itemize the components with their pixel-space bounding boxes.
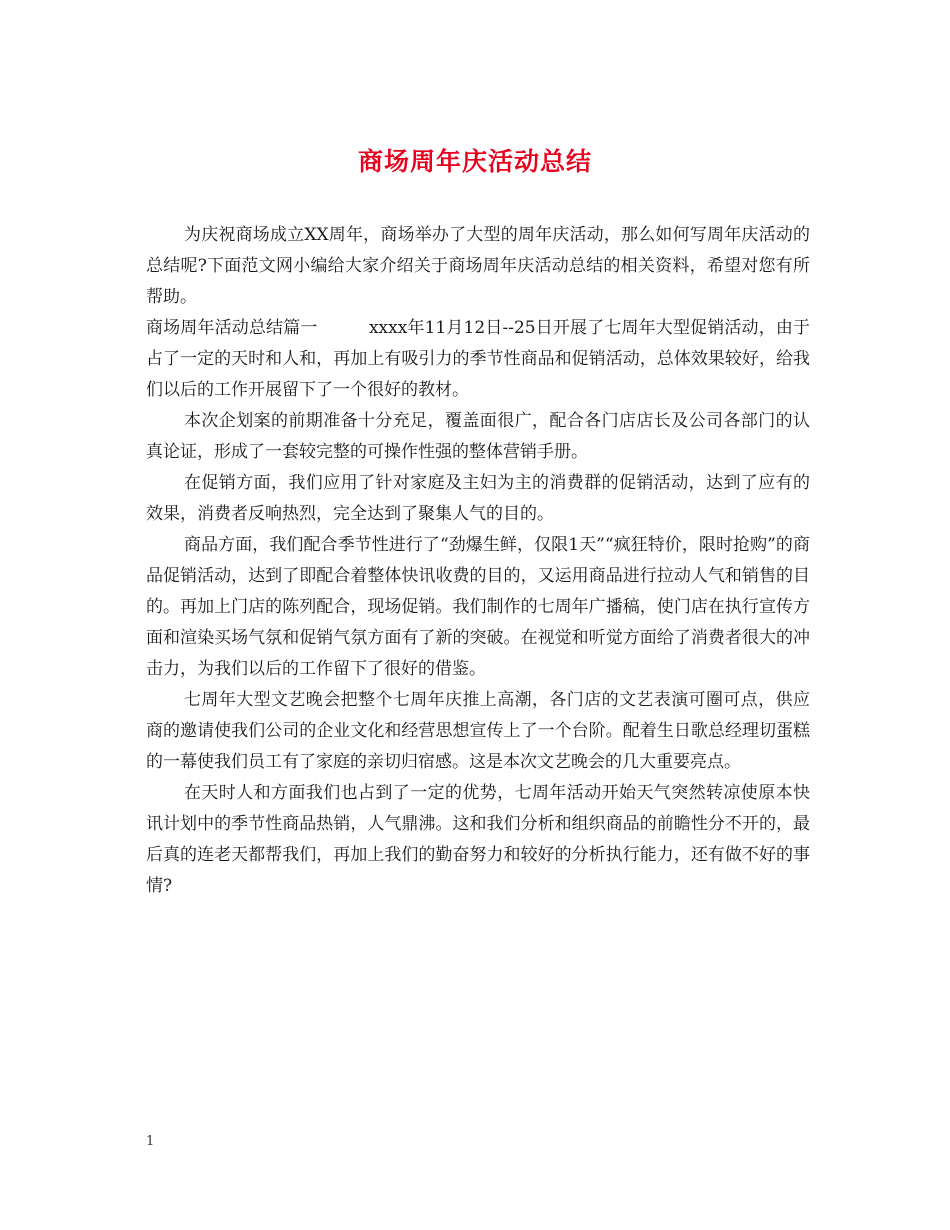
- paragraph-timing: 在天时人和方面我们也占到了一定的优势，七周年活动开始天气突然转凉使原本快讯计划中的季节性商品热销，人气鼎沸。这和我们分析和组织商品的前瞻性分不开的，最后真的连老天都帮我们，再加上我们的勤奋努力和较好的分析执行能力，还有做不好的事情?: [146, 783, 810, 896]
- paragraph-planning: 本次企划案的前期准备十分充足，覆盖面很广，配合各门店店长及公司各部门的认真论证，形成了一套较完整的可操作性强的整体营销手册。: [146, 411, 810, 462]
- paragraph-intro: 为庆祝商场成立XX周年，商场举办了大型的周年庆活动，那么如何写周年庆活动的总结呢?下面范文网小编给大家介绍关于商场周年庆活动总结的相关资料，希望对您有所帮助。: [146, 225, 810, 307]
- paragraph-merchandise: 商品方面，我们配合季节性进行了“劲爆生鲜，仅限1天”“疯狂特价，限时抢购”的商品促销活动，达到了即配合着整体快讯收费的目的，又运用商品进行拉动人气和销售的目的。再加上门店的陈列配合，现场促销。我们制作的七周年广播稿，使门店在执行宣传方面和渲染买场气氛和促销气氛方面有了新的突破。在视觉和听觉方面给了消费者很大的冲击力，为我们以后的工作留下了很好的借鉴。: [146, 535, 810, 679]
- document-title: 商场周年庆活动总结: [357, 147, 592, 176]
- paragraph-promotion: 在促销方面，我们应用了针对家庭及主妇为主的消费群的促销活动，达到了应有的效果，消费者反响热烈，完全达到了聚集人气的目的。: [146, 473, 810, 524]
- page-number: 1: [146, 1134, 155, 1149]
- paragraph-summary-part1: 商场周年活动总结篇一 xxxx年11月12日--25日开展了七周年大型促销活动，由于占了一定的天时和人和，再加上有吸引力的季节性商品和促销活动，总体效果较好，给我们以后的工作开展留下了一个很好的教材。: [146, 318, 810, 400]
- paragraph-gala: 七周年大型文艺晚会把整个七周年庆推上高潮，各门店的文艺表演可圈可点，供应商的邀请使我们公司的企业文化和经营思想宣传上了一个台阶。配着生日歌总经理切蛋糕的一幕使我们员工有了家庭的亲切归宿感。这是本次文艺晚会的几大重要亮点。: [146, 690, 810, 772]
- document-body: [146, 220, 810, 902]
